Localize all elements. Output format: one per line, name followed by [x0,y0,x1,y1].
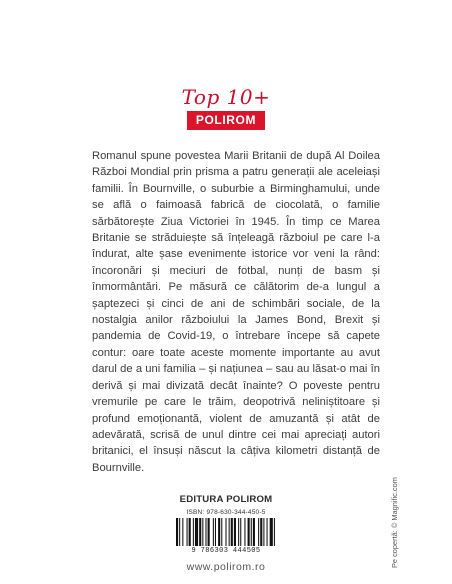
polirom-badge: POLIROM [187,111,265,130]
top10-series-label: Top 10+ [181,85,271,109]
publisher-name: EDITURA POLIROM [179,494,273,505]
cover-credit: Pe copertă: © Magnific.com [390,477,399,568]
isbn-block [172,509,280,555]
barcode-icon [176,518,276,546]
series-logo [0,86,452,109]
back-cover-blurb: Romanul spune povestea Marii Britanii de după Al Doilea Război Mondial prin prisma a patru generații ale aceleiași familii. În Bournville, o suburbie a Birminghamului, unde se află o faimoasă fabrică de ciocolată, o familie sărbătorește Ziua Victoriei în 1945. În timp ce Marea Britanie se străduiește să înțeleagă războiul pe care l-a îndurat, alte șase evenimente istorice vor veni la rând: încoronări și meciuri de fotbal, nunți de basm și înmormântări. Pe măsură ce călătorim de-a lungul a șaptezeci și cinci de ani de schimbări sociale, de la nostalgia anilor războiului la James Bond, Brexit și pandemia de Covid-19, o întrebare începe să capete contur: oare toate aceste momente importante au avut darul de a uni familia – și națiunea – sau au lăsat-o mai în derivă și mai divizată decât înainte? O poveste pentru vremurile pe care le trăim, deopotrivă neliniștitoare și profund emoționantă, violent de amuzantă și atât de adevărată, scrisă de unul dintre cei mai apreciați autori britanici, el însuși născut la câțiva kilometri distanță de Bournville. [92,150,380,474]
isbn-text: ISBN: 978-630-344-450-5 [186,509,266,516]
barcode-digits: 9 786303 444505 [191,547,261,555]
publisher-website: www.polirom.ro [186,561,266,573]
